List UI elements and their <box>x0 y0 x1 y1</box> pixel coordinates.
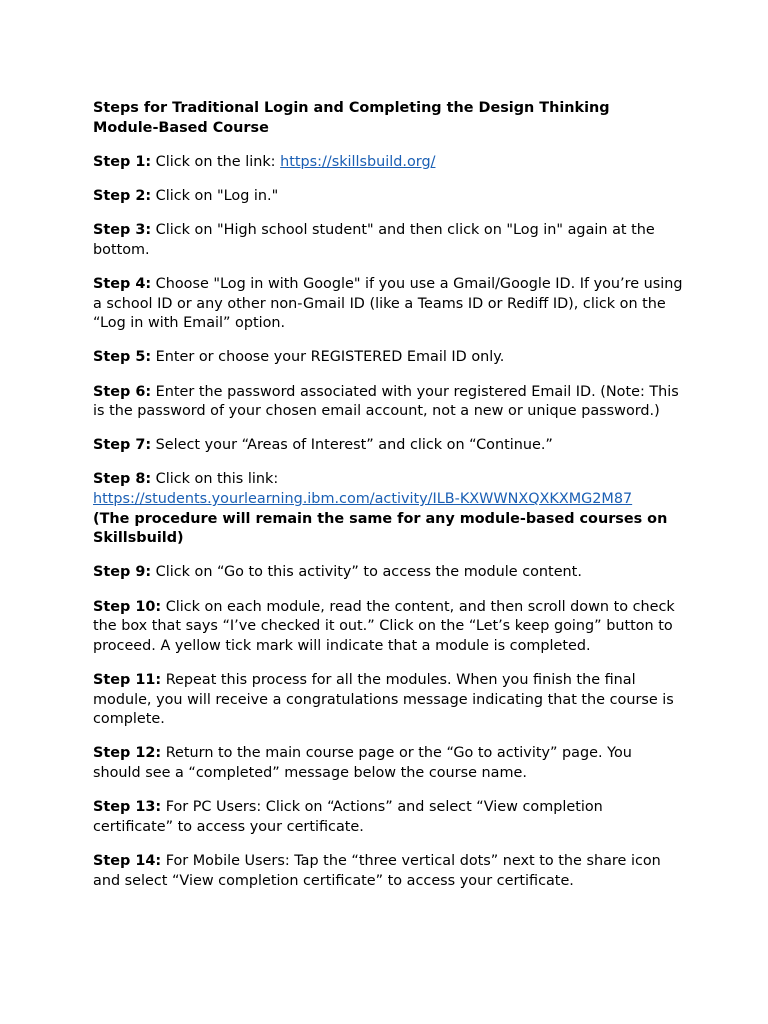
step-label: Step 13: <box>93 799 162 816</box>
document-title <box>93 99 683 138</box>
step-label: Step 1: <box>93 153 152 170</box>
step-14 <box>93 852 683 891</box>
step-text: Return to the main course page or the “Go to activity” page. You should see a “completed” message below the course name. <box>93 745 632 781</box>
step-label: Step 9: <box>93 564 152 581</box>
step-label: Step 8: <box>93 471 152 488</box>
step-10 <box>93 598 683 657</box>
document-title-line-2: Module-Based Course <box>93 119 269 136</box>
step-text: For Mobile Users: Tap the “three vertical dots” next to the share icon and select “View completion certificate” to access your certificate. <box>93 852 661 889</box>
step-7 <box>93 436 683 456</box>
step-text: Click on the link: <box>155 153 281 170</box>
step-12 <box>93 744 683 783</box>
step-3 <box>93 221 683 260</box>
step-text: Click on "Log in." <box>155 187 279 204</box>
step-label: Step 5: <box>93 349 152 366</box>
step-label: Step 7: <box>93 437 152 454</box>
step-label: Step 3: <box>93 222 152 239</box>
step-label: Step 12: <box>93 745 162 762</box>
ibm-activity-link[interactable]: https://students.yourlearning.ibm.com/activity/ILB-KXWWNXQXKXMG2M87 <box>93 491 633 508</box>
step-label: Step 11: <box>93 672 162 688</box>
step-2 <box>93 187 683 207</box>
step-label: Step 10: <box>93 598 162 615</box>
document-title-line-1: Steps for Traditional Login and Completing the Design Thinking <box>93 100 610 116</box>
step-5 <box>93 348 683 368</box>
step-text: Enter the password associated with your registered Email ID. (Note: This is the password of your chosen email account, not a new or unique password.) <box>93 383 679 420</box>
step-8 <box>93 470 683 548</box>
step-label: Step 14: <box>93 852 162 869</box>
step-text: Click on “Go to this activity” to access the module content. <box>155 564 582 581</box>
step-text: Click on each module, read the content, and then scroll down to check the box that says “I’ve checked it out.” Click on the “Let’s keep going” button to proceed. A yellow tick mark will indicate that a module is completed. <box>93 598 675 654</box>
step-label: Step 2: <box>93 187 152 204</box>
step-4 <box>93 275 683 334</box>
step-text: Click on this link: <box>155 471 279 488</box>
step-text: Enter or choose your REGISTERED Email ID only. <box>155 349 505 366</box>
step-1 <box>93 153 683 173</box>
step-label: Step 4: <box>93 275 152 292</box>
step-9 <box>93 563 683 583</box>
step-text: For PC Users: Click on “Actions” and select “View completion certificate” to access your certificate. <box>93 799 603 835</box>
step-text: Click on "High school student" and then click on "Log in" again at the bottom. <box>93 222 655 258</box>
step-text: Choose "Log in with Google" if you use a Gmail/Google ID. If you’re using a school ID or any other non-Gmail ID (like a Teams ID or Rediff ID), click on the “Log in with Email” option. <box>93 275 683 332</box>
skillsbuild-link[interactable]: https://skillsbuild.org/ <box>280 153 436 170</box>
step-text: Repeat this process for all the modules. When you finish the final module, you will receive a congratulations message indicating that the course is complete. <box>93 672 674 728</box>
step-label: Step 6: <box>93 383 152 400</box>
step-text: Select your “Areas of Interest” and click on “Continue.” <box>155 437 553 454</box>
document-page <box>93 99 683 906</box>
step-6 <box>93 383 683 422</box>
step-note: (The procedure will remain the same for any module-based courses on Skillsbuild) <box>93 510 668 547</box>
step-13 <box>93 798 683 837</box>
step-11 <box>93 671 683 730</box>
